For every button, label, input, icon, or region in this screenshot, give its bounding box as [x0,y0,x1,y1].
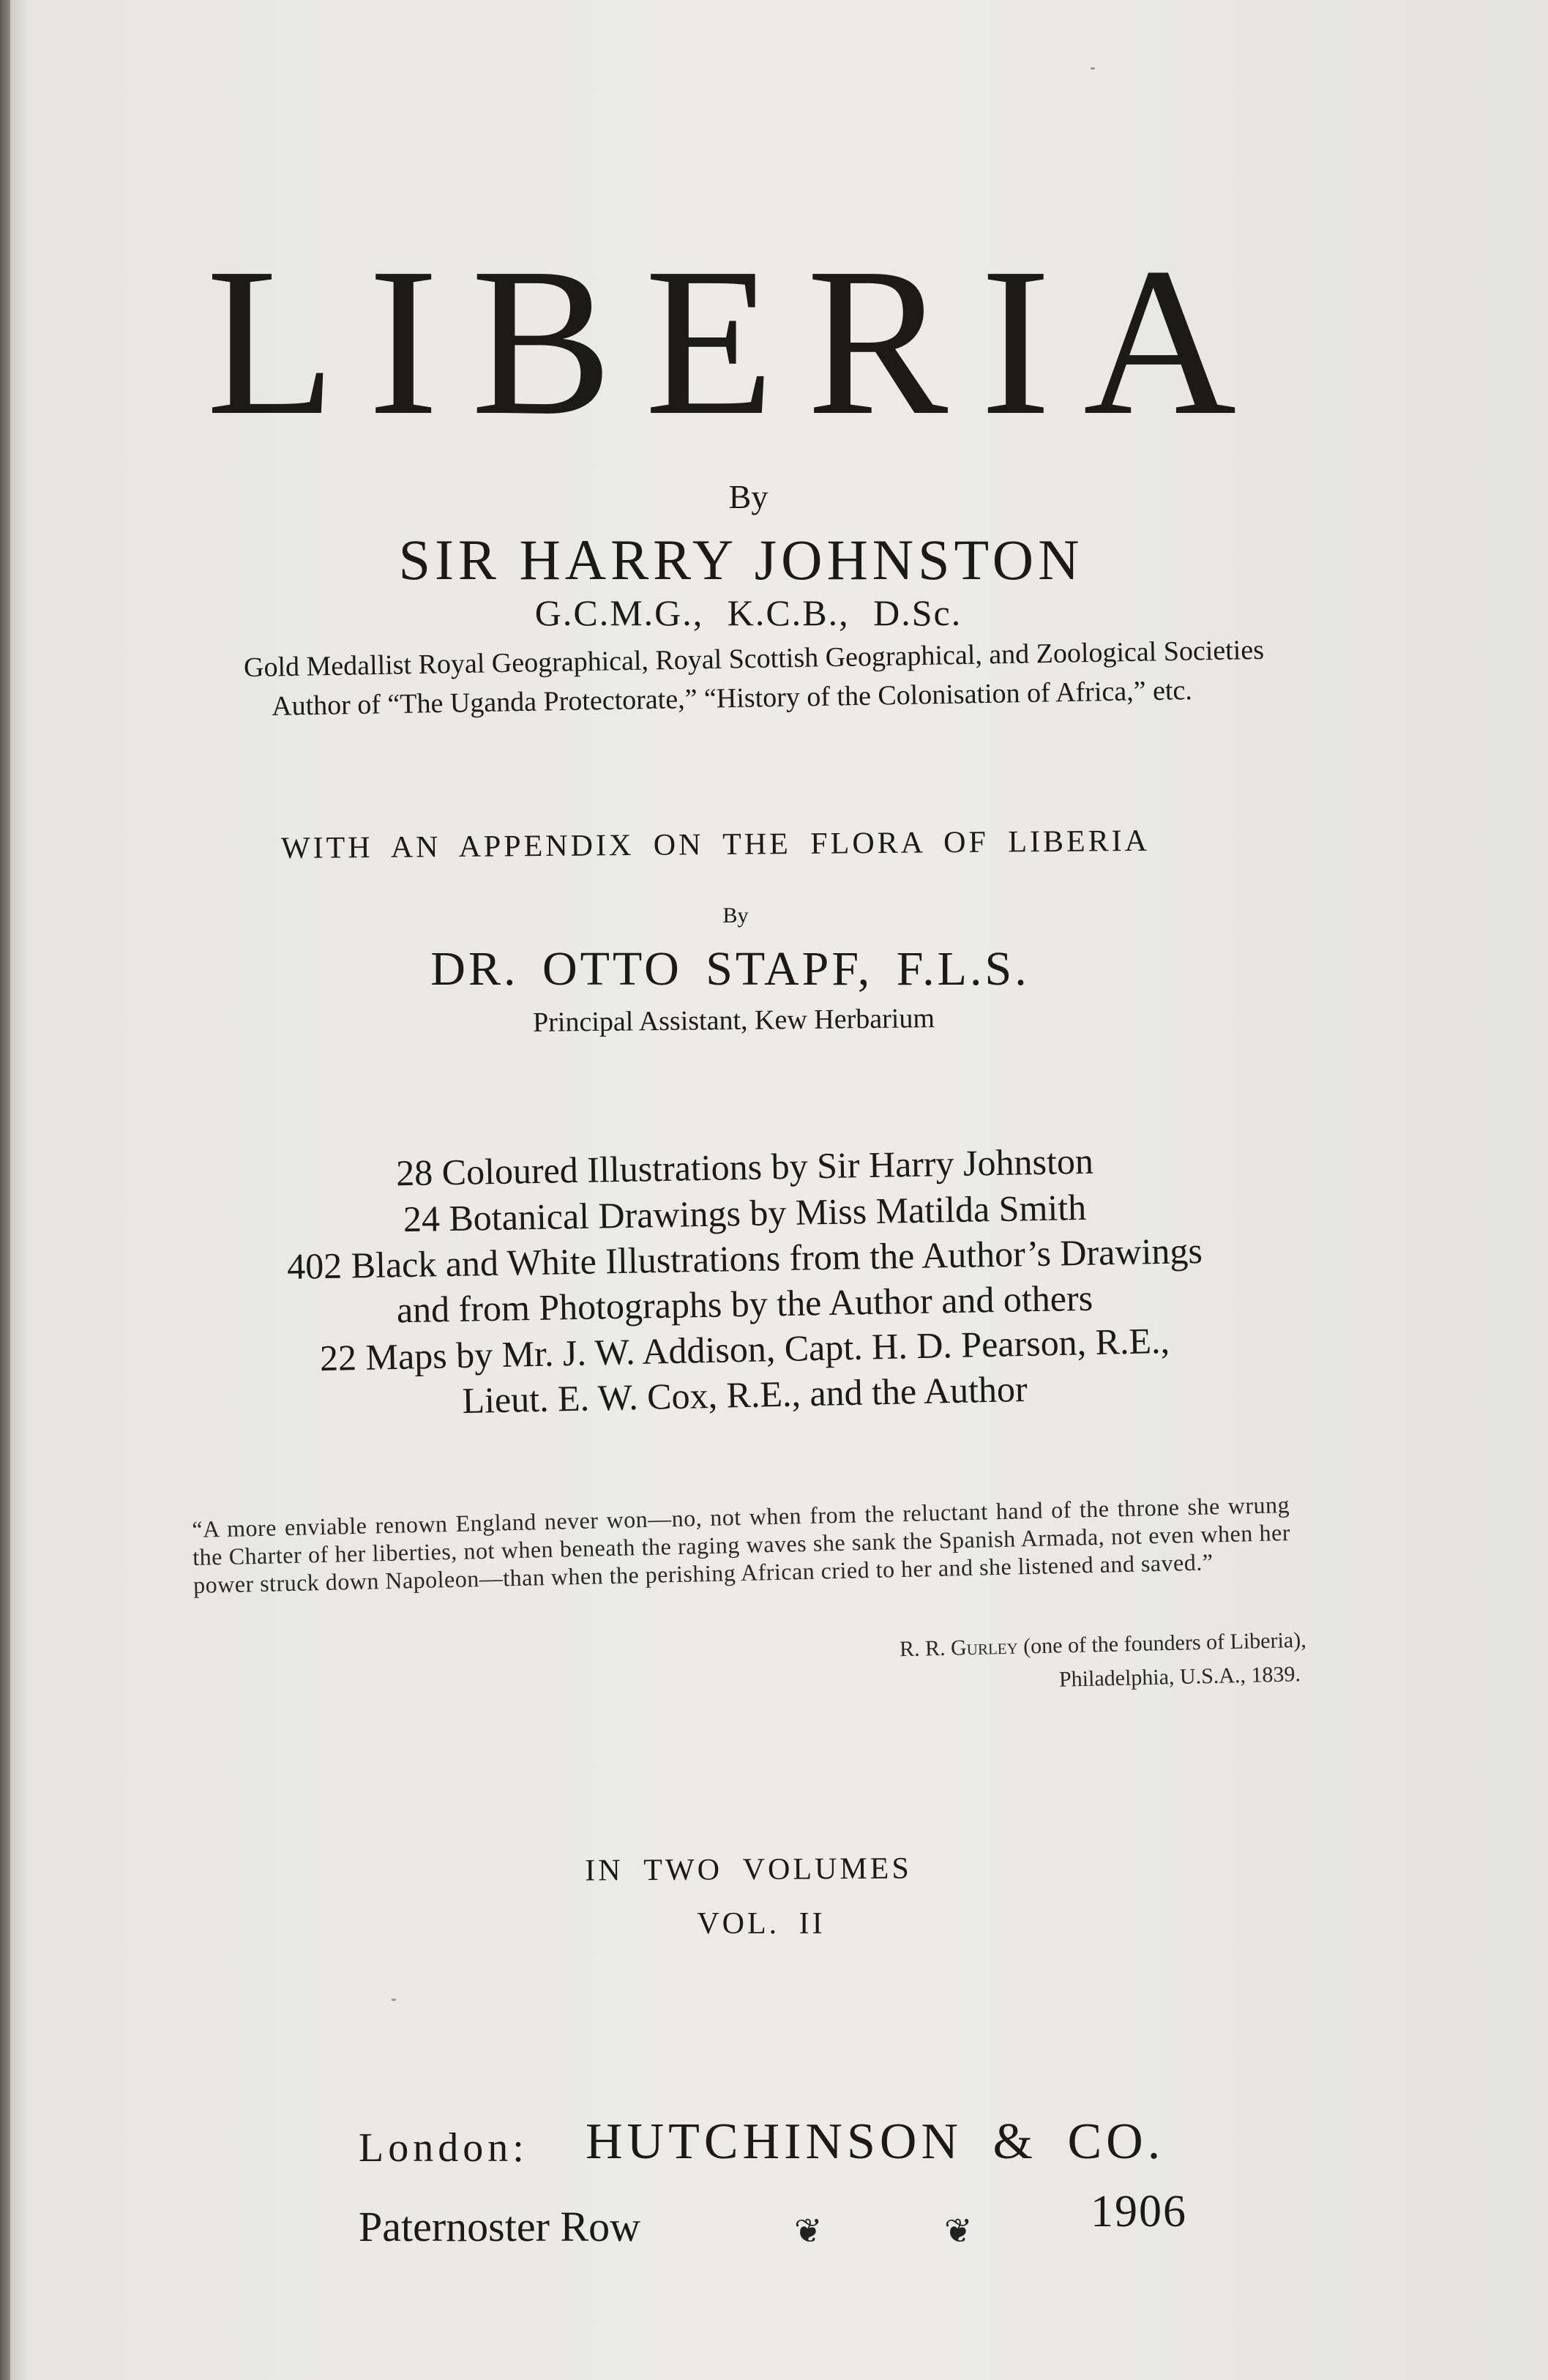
epigraph-attribution [900,1628,1306,1663]
appendix-author-role: Principal Assistant, Kew Herbarium [532,1003,935,1038]
author-name: SIR HARRY JOHNSTON [398,528,1084,592]
author-degrees: G.C.M.G., K.C.B., D.Sc. [534,592,962,633]
illustration-line: and from Photographs by the Author and others [396,1277,1093,1331]
imprint-street: Paternoster Row [359,2203,640,2250]
illustration-line: 28 Coloured Illustrations by Sir Harry Johnston [395,1140,1094,1194]
epigraph-quote: “A more enviable renown England never won—no, not when from the reluctant hand of the throne she wrung the Charter of her liberties, not when beneath the raging waves she sank the Spanish Armada, not even when her power struck down Napoleon—than when the perishing African cried to her and she listened and saved.” [192,1491,1291,1598]
book-title: LIBERIA [206,224,1269,459]
volume-number: VOL. II [697,1907,826,1941]
fleuron-icon: ❦ [944,2212,973,2250]
epigraph-place-date: Philadelphia, U.S.A., 1839. [1058,1662,1301,1692]
author-honours: Gold Medallist Royal Geographical, Royal Scottish Geographical, and Zoological Societies [243,634,1265,684]
by-line: By [728,478,769,515]
appendix-heading: WITH AN APPENDIX ON THE FLORA OF LIBERIA [280,824,1151,866]
epigraph-author: R. R. Gurley [899,1634,1019,1662]
appendix-by-line: By [722,903,749,928]
volumes-note: IN TWO VOLUMES [585,1851,912,1888]
illustration-line: Lieut. E. W. Cox, R.E., and the Author [461,1368,1028,1422]
imprint-year: 1906 [1091,2187,1187,2237]
illustration-line: 22 Maps by Mr. J. W. Addison, Capt. H. D. Pearson, R.E., [319,1319,1170,1379]
imprint-publisher: HUTCHINSON & CO. [586,2114,1165,2170]
epigraph-author-note: (one of the founders of Liberia), [1023,1627,1307,1659]
illustration-line: 24 Botanical Drawings by Miss Matilda Smith [403,1186,1087,1240]
paper-speck [1091,67,1095,70]
imprint-city: London: [359,2125,528,2171]
illustration-line: 402 Black and White Illustrations from the Author’s Drawings [286,1230,1203,1287]
paper-speck [392,1999,396,2001]
fleuron-icon: ❦ [794,2212,823,2250]
appendix-author: DR. OTTO STAPF, F.L.S. [430,942,1030,996]
author-works: Author of “The Uganda Protectorate,” “History of the Colonisation of Africa,” etc. [271,675,1193,722]
